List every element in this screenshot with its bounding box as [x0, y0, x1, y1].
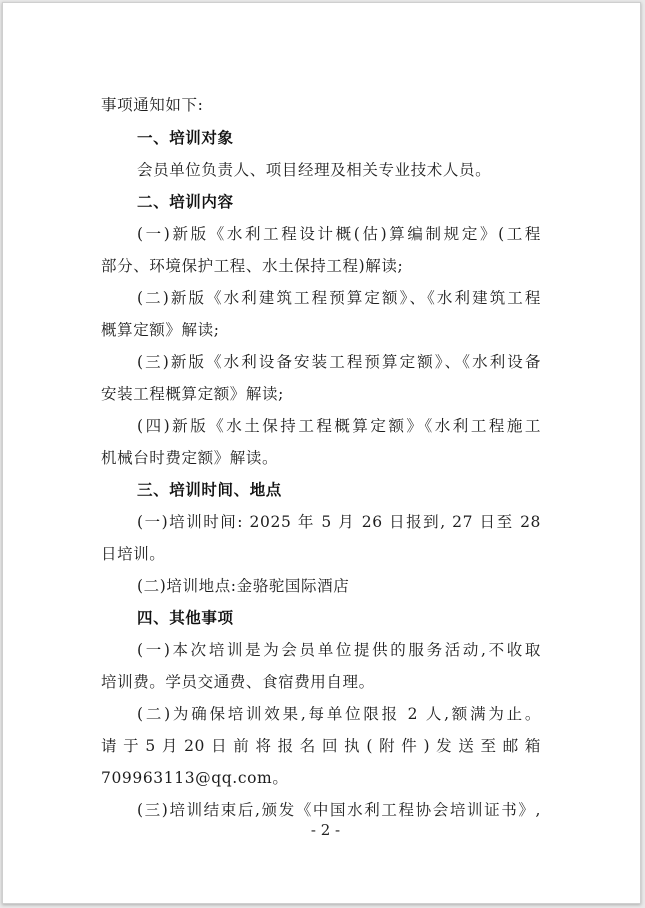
document-page	[2, 2, 641, 904]
paragraph-line: 安装工程概算定额》解读;	[101, 385, 284, 403]
paragraph-line: 培训费。学员交通费、食宿费用自理。	[101, 673, 375, 691]
paragraph-line: (一)新版《水利工程设计概(估)算编制规定》(工程	[137, 225, 541, 243]
paragraph-line: (二)为确保培训效果,每单位限报 2 人,额满为止。	[137, 705, 541, 723]
paragraph-line: 机械台时费定额》解读。	[101, 449, 279, 467]
paragraph-line: (三)新版《水利设备安装工程预算定额》、《水利设备	[137, 353, 541, 371]
paragraph-line: 日培训。	[101, 545, 166, 563]
intro-line: 事项通知如下:	[101, 96, 204, 114]
paragraph-line: 部分、环境保护工程、水土保持工程)解读;	[101, 257, 404, 275]
paragraph-line: (三)培训结束后,颁发《中国水利工程协会培训证书》,	[137, 801, 541, 819]
paragraph-line: 请于5月20日前将报名回执(附件)发送至邮箱	[101, 737, 541, 755]
section-heading-other-matters: 四、其他事项	[137, 609, 234, 627]
email-line: 709963113@qq.com。	[101, 769, 289, 787]
paragraph-line: (一)本次培训是为会员单位提供的服务活动,不收取	[137, 641, 541, 659]
section-heading-training-target: 一、培训对象	[137, 129, 234, 147]
section-heading-time-location: 三、培训时间、地点	[137, 481, 282, 499]
paragraph-line: (二)新版《水利建筑工程预算定额》、《水利建筑工程	[137, 289, 541, 307]
paragraph-line: (二)培训地点:金骆驼国际酒店	[137, 577, 350, 595]
paragraph-line: (四)新版《水土保持工程概算定额》《水利工程施工	[137, 417, 541, 435]
page-number: - 2 -	[310, 821, 341, 839]
paragraph-line: 会员单位负责人、项目经理及相关专业技术人员。	[137, 161, 492, 179]
paragraph-line: (一)培训时间: 2025 年 5 月 26 日报到, 27 日至 28	[137, 513, 541, 531]
section-heading-training-content: 二、培训内容	[137, 193, 234, 211]
paragraph-line: 概算定额》解读;	[101, 321, 220, 339]
